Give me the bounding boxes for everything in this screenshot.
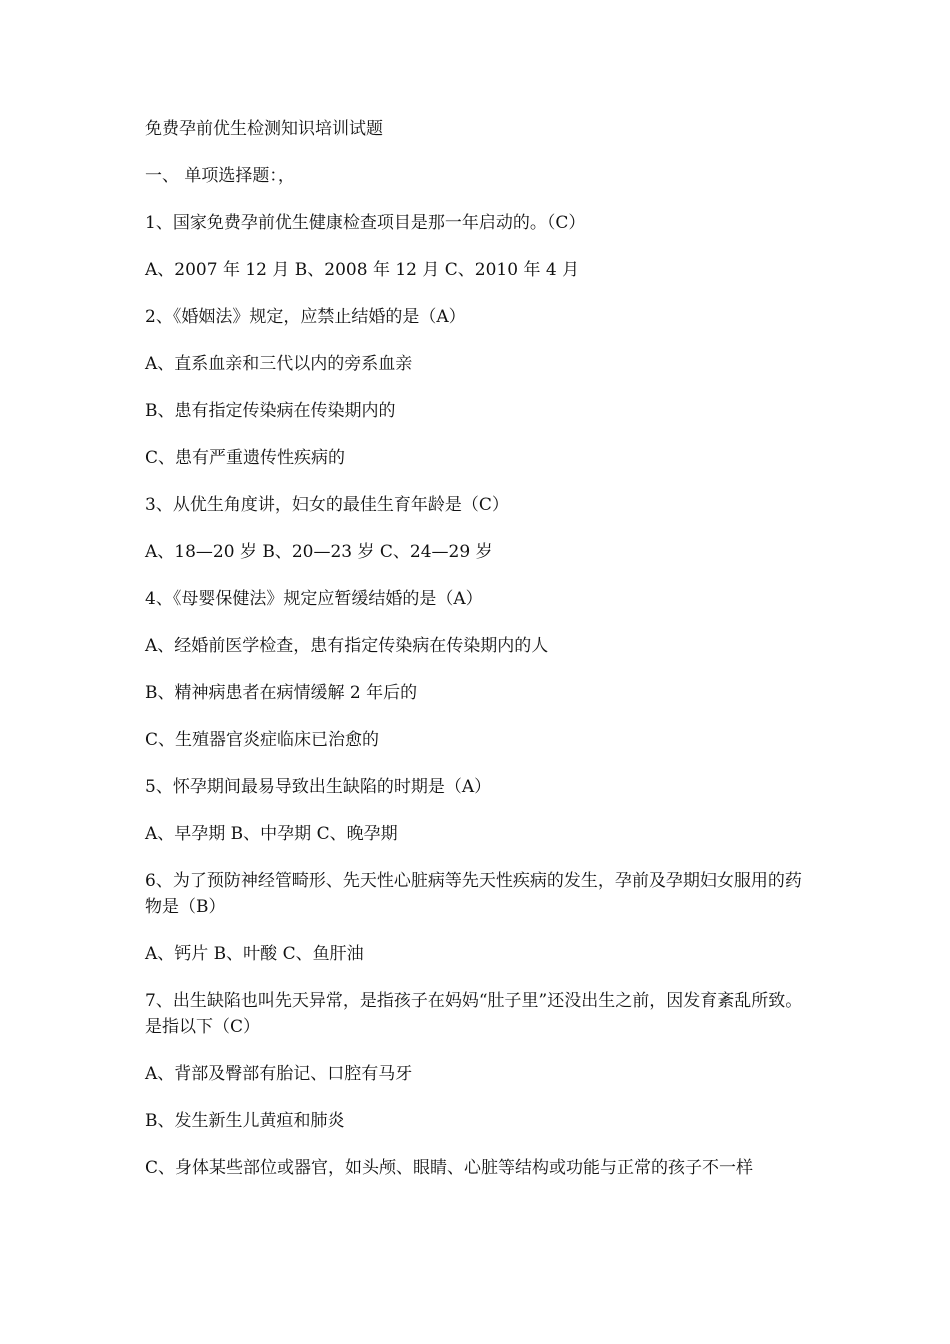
- question-6-options: A、钙片 B、叶酸 C、鱼肝油: [145, 944, 364, 964]
- question-4-option-a: A、经婚前医学检查，患有指定传染病在传染期内的人: [145, 636, 549, 656]
- question-7-option-a: A、背部及臀部有胎记、口腔有马牙: [145, 1064, 413, 1084]
- question-3: 3、从优生角度讲，妇女的最佳生育年龄是（C）: [145, 495, 509, 515]
- question-6: 6、为了预防神经管畸形、先天性心脏病等先天性疾病的发生，孕前及孕期妇女服用的药物是（B）: [145, 871, 802, 917]
- question-1-options: A、2007 年 12 月 B、2008 年 12 月 C、2010 年 4 月: [145, 260, 580, 280]
- question-2: 2、《婚姻法》规定，应禁止结婚的是（A）: [145, 307, 466, 327]
- question-2-option-b: B、患有指定传染病在传染期内的: [145, 401, 396, 421]
- question-5-options: A、早孕期 B、中孕期 C、晚孕期: [145, 824, 398, 844]
- question-4-option-b: B、精神病患者在病情缓解 2 年后的: [145, 683, 418, 703]
- question-4: 4、《母婴保健法》规定应暂缓结婚的是（A）: [145, 589, 483, 609]
- question-5: 5、怀孕期间最易导致出生缺陷的时期是（A）: [145, 777, 492, 797]
- question-7-option-b: B、发生新生儿黄疸和肺炎: [145, 1111, 345, 1131]
- question-7: 7、出生缺陷也叫先天异常，是指孩子在妈妈“肚子里”还没出生之前，因发育紊乱所致。是指以下（C）: [145, 991, 803, 1037]
- document-body: [145, 116, 815, 1202]
- question-1: 1、国家免费孕前优生健康检查项目是那一年启动的。（C）: [145, 213, 586, 233]
- question-7-option-c: C、身体某些部位或器官，如头颅、眼睛、心脏等结构或功能与正常的孩子不一样: [145, 1158, 754, 1178]
- document-title: 免费孕前优生检测知识培训试题: [145, 119, 383, 139]
- question-3-options: A、18—20 岁 B、20—23 岁 C、24—29 岁: [145, 542, 493, 562]
- question-2-option-c: C、患有严重遗传性疾病的: [145, 448, 346, 468]
- question-4-option-c: C、生殖器官炎症临床已治愈的: [145, 730, 380, 750]
- section-heading: 一、 单项选择题：，: [145, 166, 295, 186]
- question-2-option-a: A、直系血亲和三代以内的旁系血亲: [145, 354, 413, 374]
